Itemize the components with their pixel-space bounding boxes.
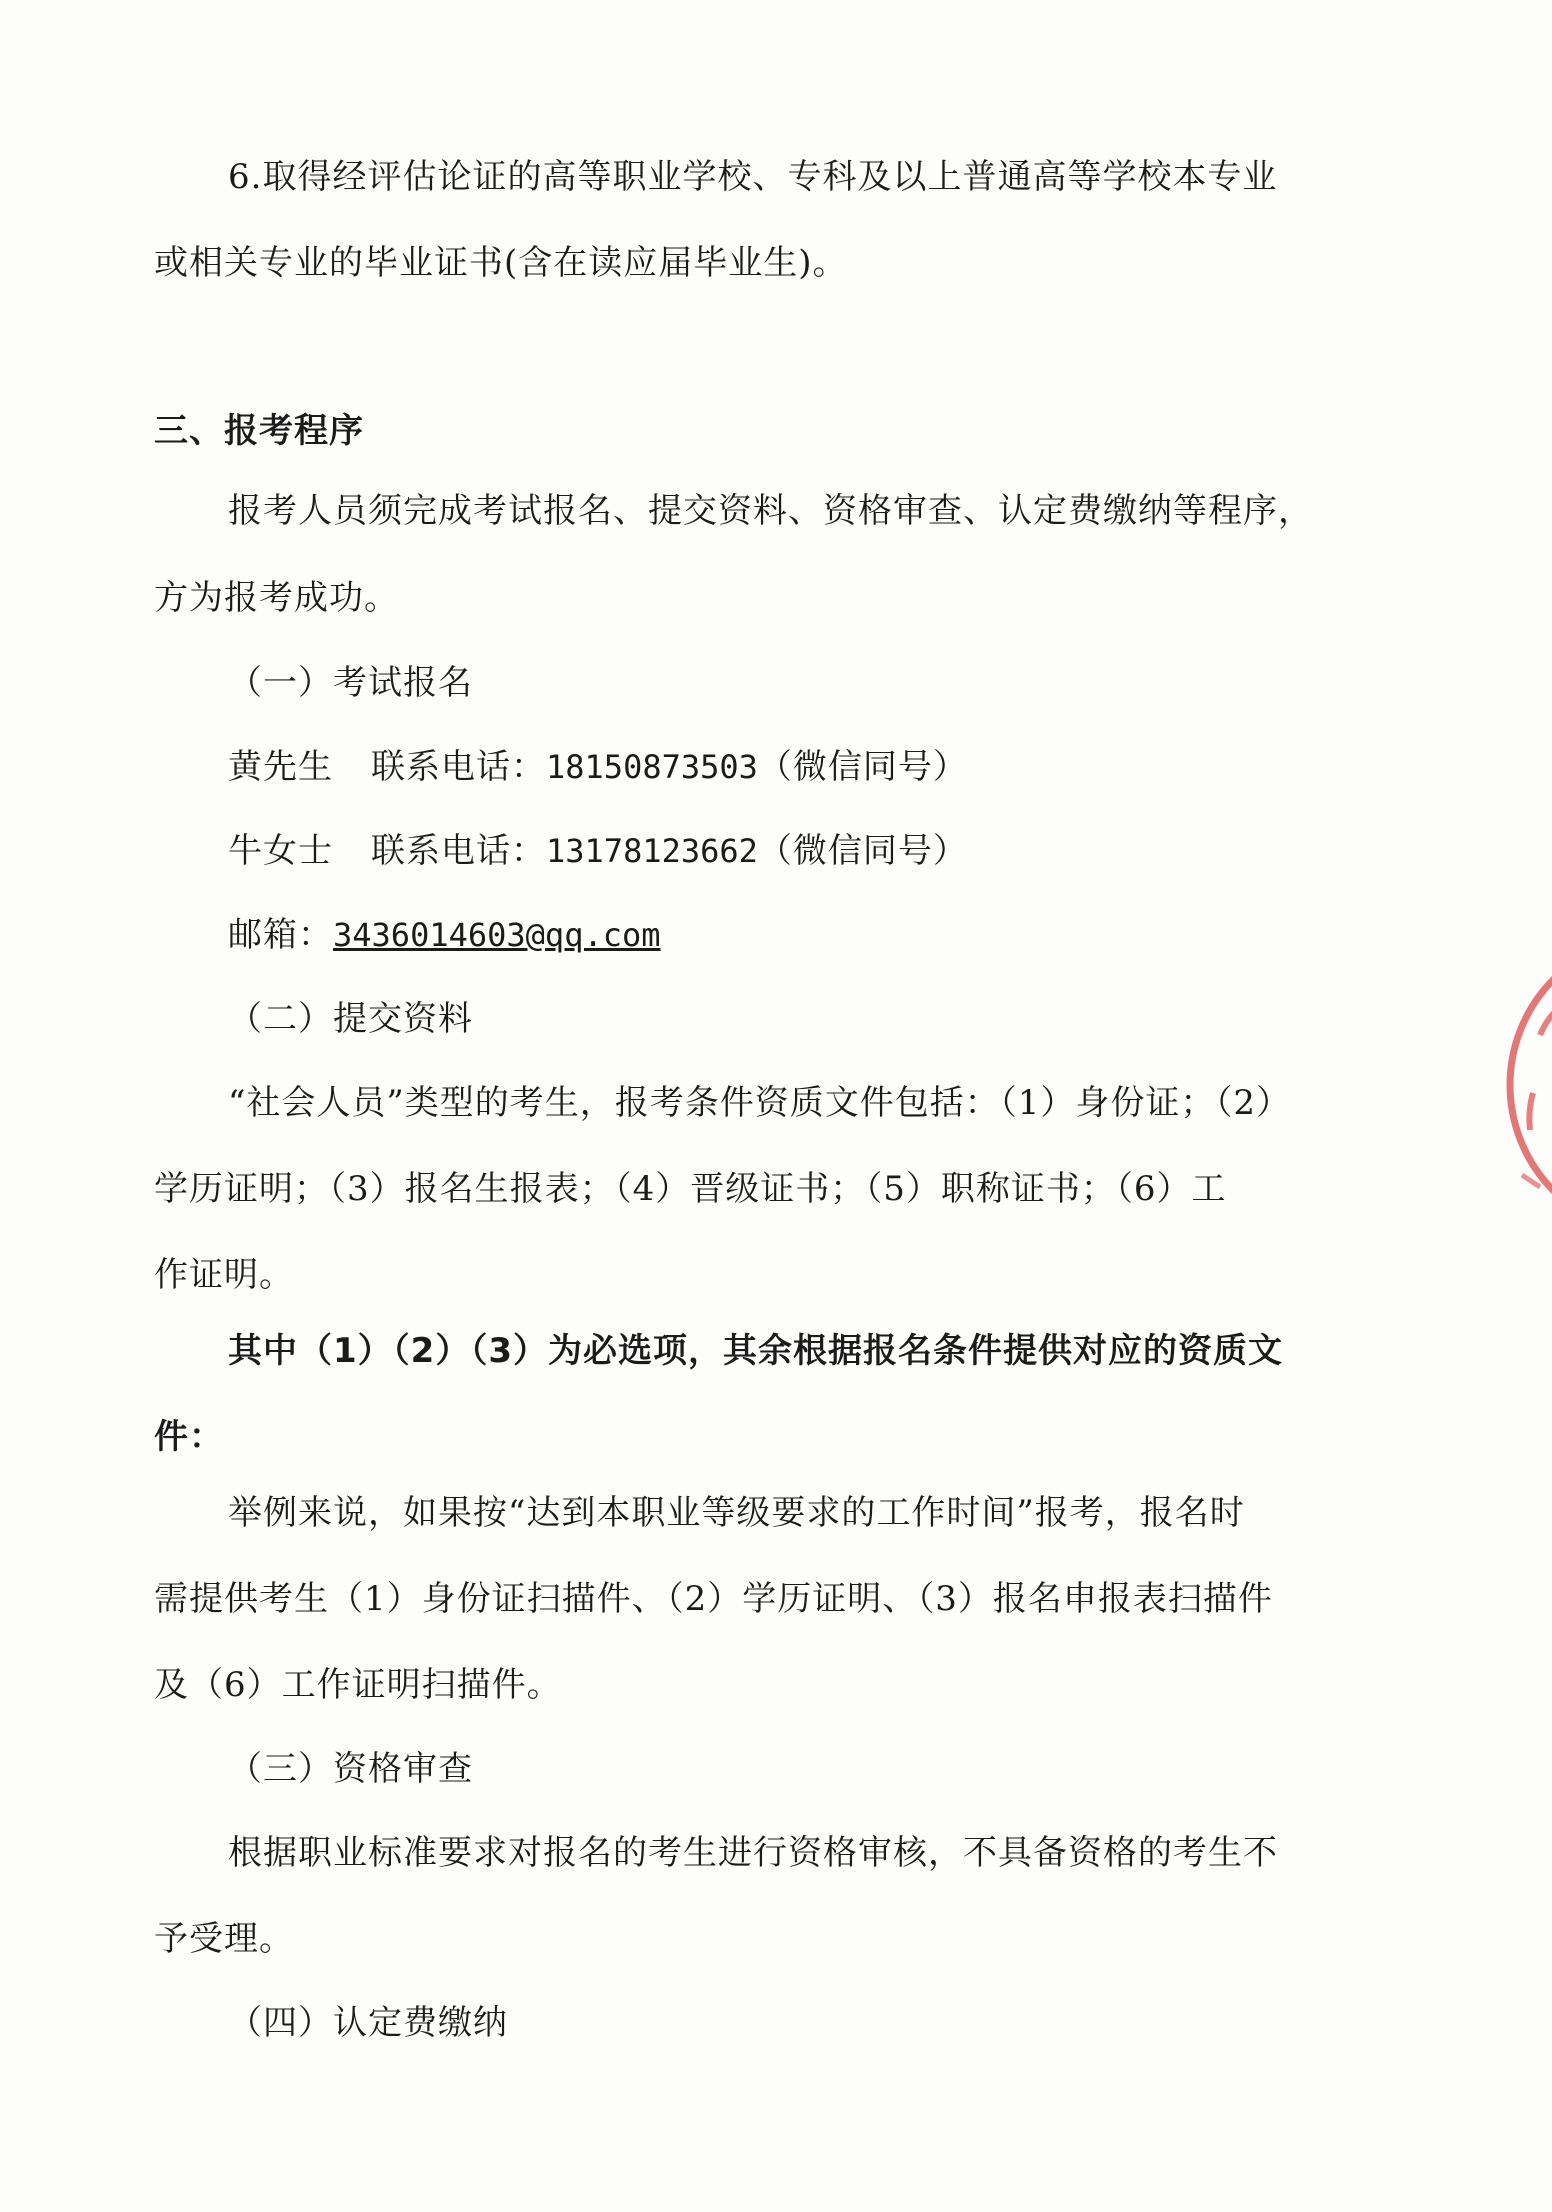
required-line2: 件： [154,1417,224,1457]
contact-name: 牛女士 [228,831,333,871]
contact-note: （微信同号） [757,747,968,787]
subheading-fee-payment: （四）认定费缴纳 [228,2003,508,2043]
contact-phone: 18150873503 [546,748,758,786]
materials-line2: 学历证明；（3）报名生报表；（4）晋级证书；（5）职称证书；（6）工 [154,1169,1227,1209]
required-line1: 其中（1）（2）（3）为必选项，其余根据报名条件提供对应的资质文 [228,1331,1283,1371]
contact-row-2 [228,828,968,874]
red-seal-icon [1500,925,1552,1245]
example-line3: 及（6）工作证明扫描件。 [154,1665,562,1705]
contact-phone: 13178123662 [546,832,758,870]
review-line1: 根据职业标准要求对报名的考生进行资格审核，不具备资格的考生不 [228,1833,1278,1873]
contact-phone-label: 联系电话： [371,747,546,787]
review-line2: 予受理。 [154,1919,294,1959]
contact-note: （微信同号） [757,831,968,871]
example-line1: 举例来说，如果按“达到本职业等级要求的工作时间”报考，报名时 [228,1493,1245,1533]
subheading-exam-registration: （一）考试报名 [228,663,473,703]
contact-phone-label: 联系电话： [371,831,546,871]
email-link[interactable]: 3436014603@qq.com [333,916,661,954]
section-heading-procedure: 三、报考程序 [154,411,364,451]
subheading-qualification-review: （三）资格审查 [228,1749,473,1789]
example-line2: 需提供考生（1）身份证扫描件、（2）学历证明、（3）报名申报表扫描件 [154,1579,1273,1619]
materials-line3: 作证明。 [154,1255,294,1295]
item6-line1: 6.取得经评估论证的高等职业学校、专科及以上普通高等学校本专业 [228,157,1278,197]
email-label: 邮箱： [228,915,333,955]
materials-line1: “社会人员”类型的考生，报考条件资质文件包括：（1）身份证；（2） [228,1083,1292,1123]
contact-name: 黄先生 [228,747,333,787]
contact-row-1 [228,744,968,790]
subheading-submit-materials: （二）提交资料 [228,999,473,1039]
item6-line2: 或相关专业的毕业证书(含在读应届毕业生)。 [154,243,848,283]
intro-line1: 报考人员须完成考试报名、提交资料、资格审查、认定费缴纳等程序， [228,491,1313,531]
intro-line2: 方为报考成功。 [154,578,399,618]
email-row [228,912,661,958]
